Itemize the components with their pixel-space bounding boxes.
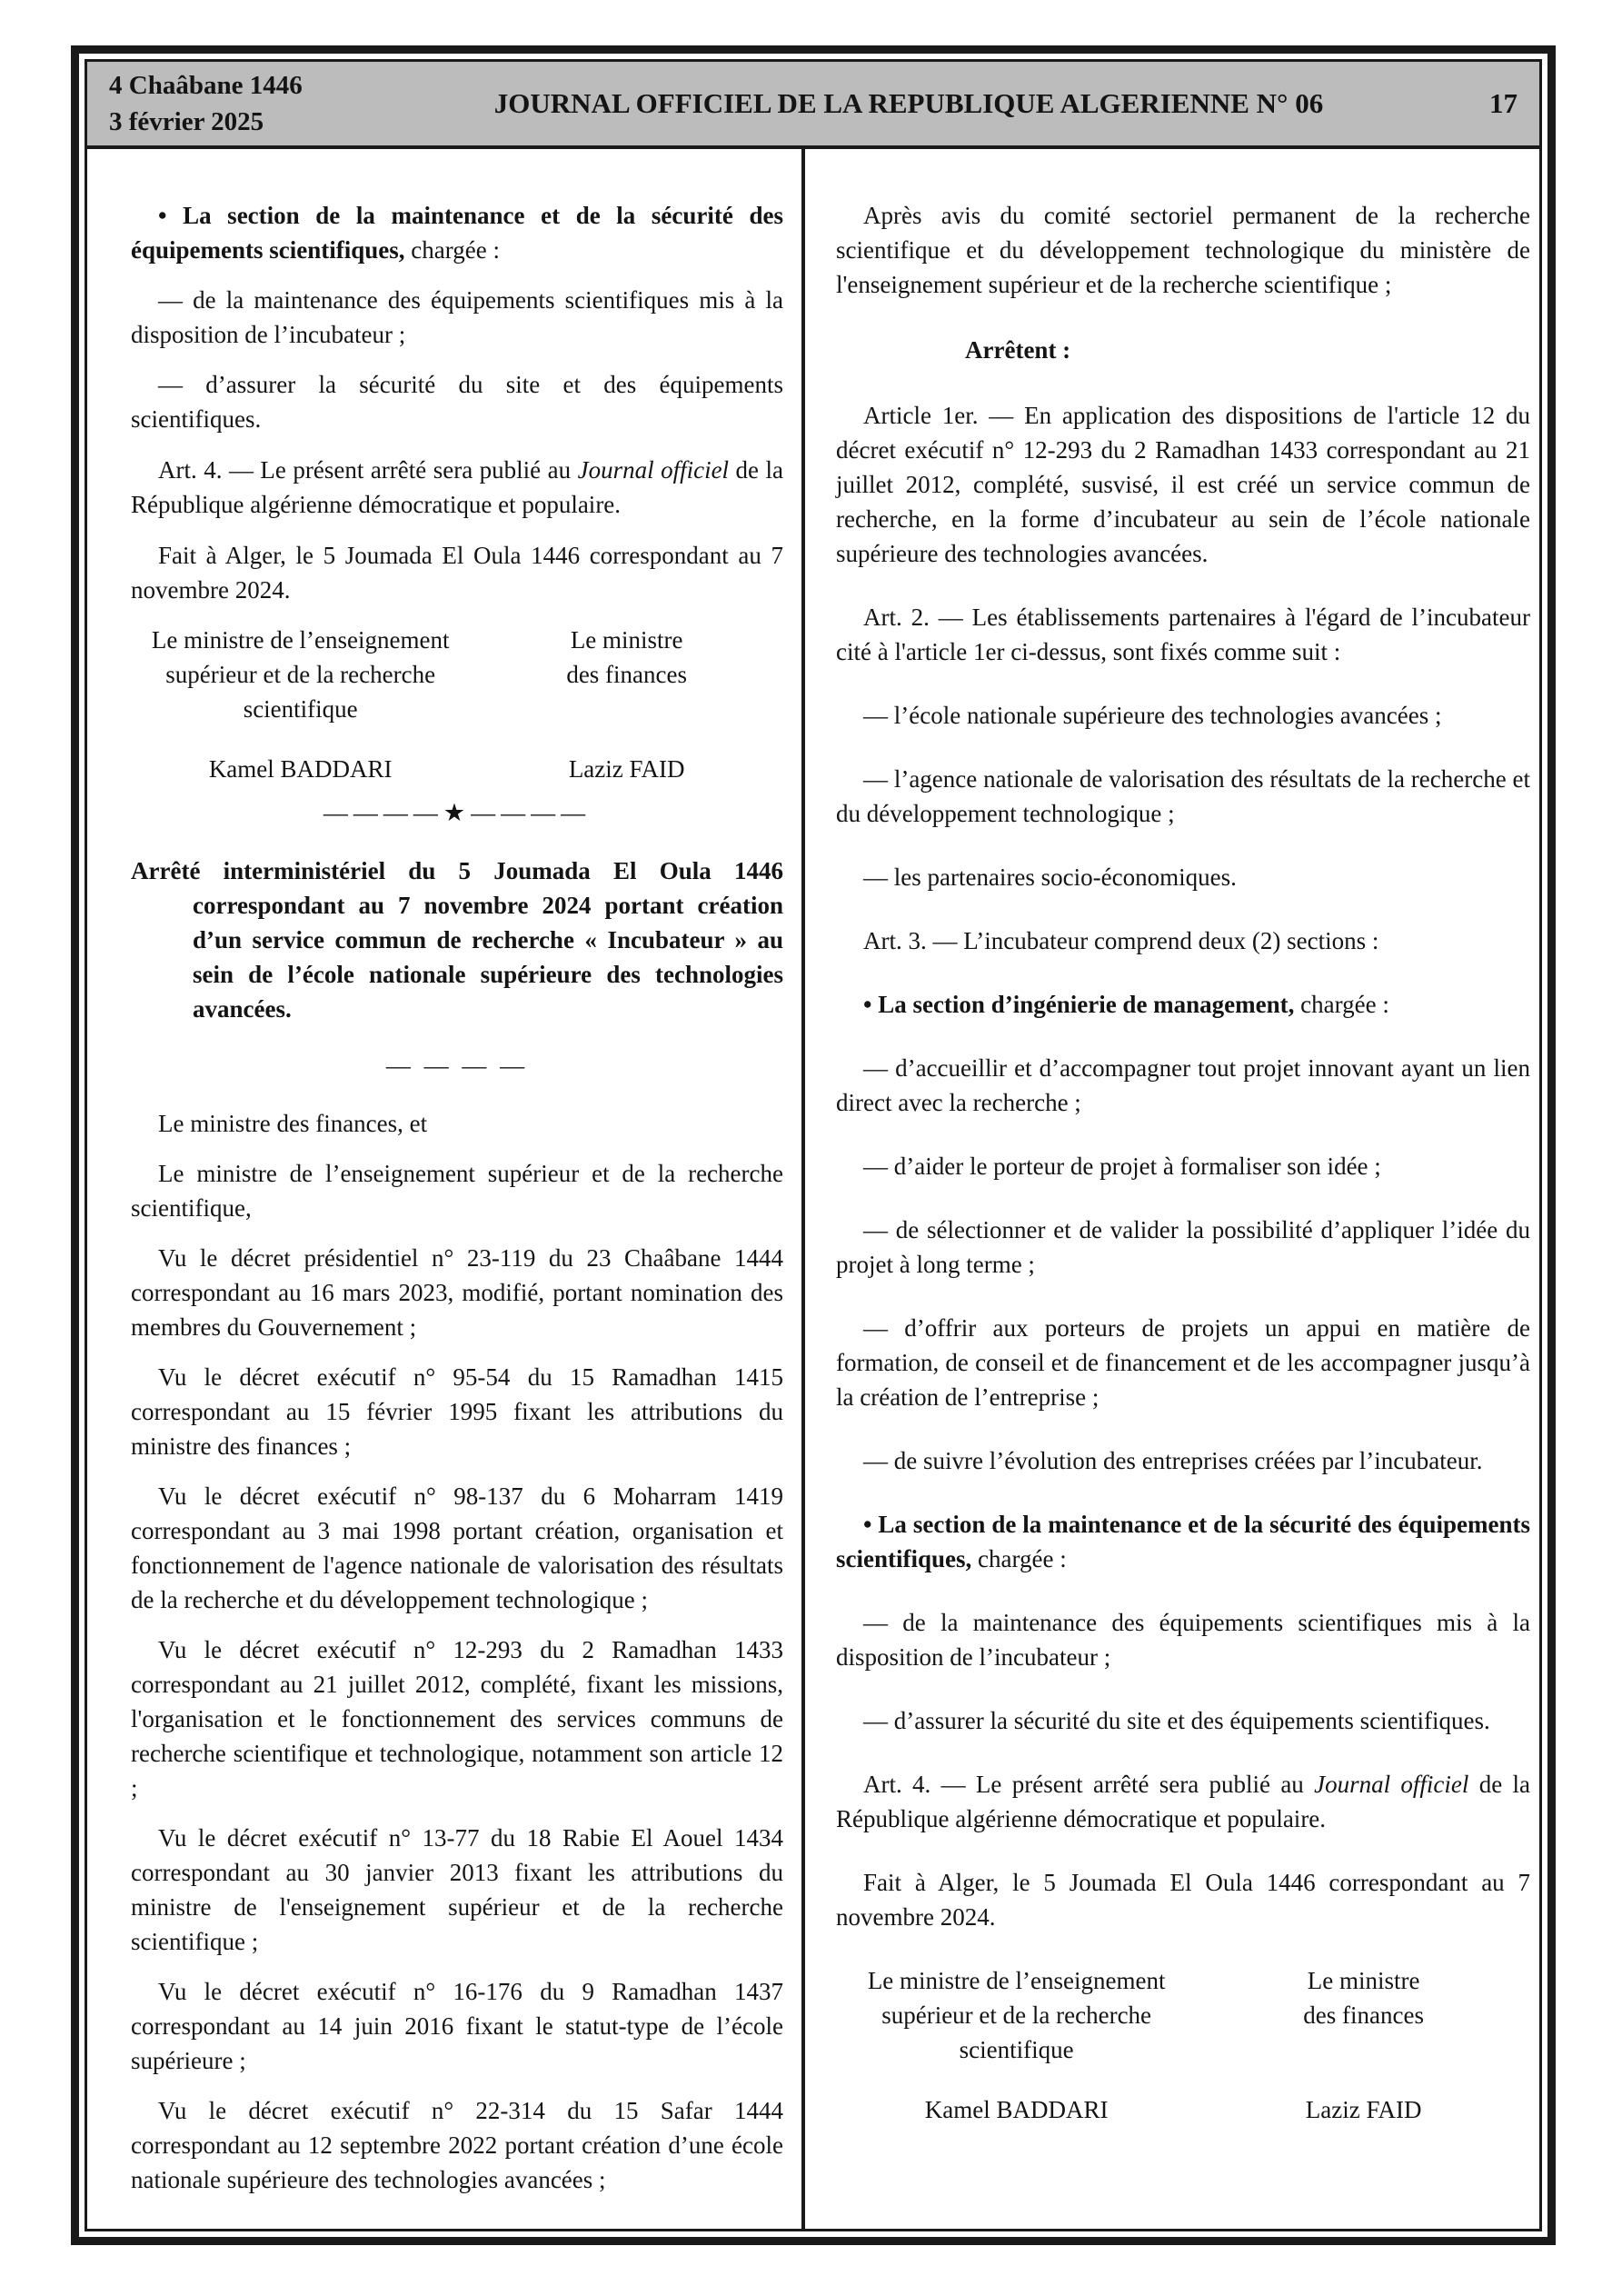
section-management-title: • La section d’ingénierie de management, bbox=[863, 991, 1295, 1018]
apres-avis-paragraph: Après avis du comité sectoriel permanent de la recherche scientifique et du développement technologique du ministère de l'enseignement supérieur et de la recherche scientifique ; bbox=[836, 202, 1530, 298]
signature-titles-row bbox=[131, 623, 783, 726]
signature-title-line: Le ministre bbox=[570, 626, 683, 654]
journal-title: JOURNAL OFFICIEL DE LA REPUBLIQUE ALGERIENNE N° 06 bbox=[493, 87, 1324, 119]
two-column-body bbox=[87, 149, 1539, 2229]
page-number: 17 bbox=[1489, 87, 1518, 119]
visa-paragraph: Vu le décret exécutif n° 98-137 du 6 Moharram 1419 correspondant au 3 mai 1998 portant création, organisation et fonctionnement de l'agence nationale de valorisation des résultats de la recherche et du développement technologique ; bbox=[131, 1482, 783, 1613]
signature-title-right bbox=[470, 623, 783, 726]
signature-title-line: des finances bbox=[566, 661, 688, 688]
page-inner-border bbox=[85, 59, 1542, 2231]
fait-a-alger: Fait à Alger, le 5 Joumada El Oula 1446 correspondant au 7 novembre 2024. bbox=[131, 542, 783, 604]
list-item: — de suivre l’évolution des entreprises créées par l’incubateur. bbox=[863, 1447, 1483, 1474]
article-3-paragraph: Art. 3. — L’incubateur comprend deux (2) sections : bbox=[863, 927, 1379, 954]
signature-title-left bbox=[131, 623, 470, 726]
arretent-heading: Arrêtent : bbox=[965, 336, 1071, 364]
article-4-text: Art. 4. — Le présent arrêté sera publié au bbox=[158, 456, 578, 484]
signature-title-line: des finances bbox=[1303, 2002, 1424, 2029]
signature-title-left bbox=[836, 1963, 1197, 2067]
star-divider: ————★———— bbox=[323, 799, 592, 826]
signature-title-line: Le ministre bbox=[1307, 1967, 1420, 1994]
visa-paragraph: Vu le décret exécutif n° 12-293 du 2 Ramadhan 1433 correspondant au 21 juillet 2012, complété, fixant les missions, l'organisation et le fonctionnement des services communs de recherche scientifique et technologique, notamment son article 12 ; bbox=[131, 1636, 783, 1802]
journal-officiel-italic: Journal officiel bbox=[1314, 1771, 1469, 1798]
article-4-text-end: de la République algérienne démocratique et populaire. bbox=[836, 1771, 1530, 1832]
list-item: — d’offrir aux porteurs de projets un appui en matière de formation, de conseil et de financement et de les accompagner jusqu’à la création de l’entreprise ; bbox=[836, 1314, 1530, 1411]
list-item: — de la maintenance des équipements scientifiques mis à la disposition de l’incubateur ; bbox=[836, 1609, 1530, 1671]
visa-paragraph: Vu le décret exécutif n° 16-176 du 9 Ramadhan 1437 correspondant au 14 juin 2016 fixant le statut-type de l’école supérieure ; bbox=[131, 1978, 783, 2074]
journal-officiel-italic: Journal officiel bbox=[577, 456, 730, 484]
section-maintenance-lead bbox=[131, 198, 783, 267]
list-item: — d’assurer la sécurité du site et des équipements scientifiques. bbox=[863, 1707, 1490, 1734]
preamble-line: Le ministre de l’enseignement supérieur et de la recherche scientifique, bbox=[131, 1160, 783, 1222]
signature-names-row bbox=[131, 752, 783, 786]
signature-title-line: Le ministre de l’enseignement bbox=[151, 626, 450, 654]
article-4-text: Art. 4. — Le présent arrêté sera publié au bbox=[863, 1771, 1315, 1798]
article-4-text-end: de la République algérienne démocratique et populaire. bbox=[131, 456, 783, 518]
section-management-lead bbox=[836, 987, 1530, 1022]
signature-title-line: scientifique bbox=[243, 695, 358, 723]
page-header bbox=[87, 62, 1539, 149]
signature-title-line: scientifique bbox=[959, 2036, 1074, 2063]
section-maintenance-lead-rest: chargée : bbox=[404, 236, 500, 264]
preamble-line: Le ministre des finances, et bbox=[158, 1110, 428, 1137]
visa-paragraph: Vu le décret exécutif n° 13-77 du 18 Rabie El Aouel 1434 correspondant au 30 janvier 2013 fixant les attributions du ministre de l'enseignement supérieur et de la recherche scientifique ; bbox=[131, 1824, 783, 1955]
decree-title: Arrêté interministériel du 5 Joumada El Oula 1446 correspondant au 7 novembre 2024 portant création d’un service commun de recherche « Incubateur » au sein de l’école nationale supérieure des technologies avancées. bbox=[131, 857, 783, 1023]
date-hijri: 4 Chaâbane 1446 bbox=[109, 71, 303, 100]
section-maintenance-lead bbox=[836, 1507, 1530, 1576]
signature-name-left: Kamel BADDARI bbox=[924, 2096, 1109, 2123]
header-dates bbox=[109, 67, 382, 140]
left-column bbox=[87, 149, 801, 2229]
visa-paragraph: Vu le décret exécutif n° 22-314 du 15 Safar 1444 correspondant au 12 septembre 2022 portant création d’une école nationale supérieure des technologies avancées ; bbox=[131, 2097, 783, 2193]
signature-title-line: Le ministre de l’enseignement bbox=[867, 1967, 1166, 1994]
date-gregorian: 3 février 2025 bbox=[109, 107, 264, 136]
signature-titles-row bbox=[836, 1963, 1530, 2067]
list-item: — d’accueillir et d’accompagner tout projet innovant ayant un lien direct avec la recherche ; bbox=[836, 1054, 1530, 1116]
section-management-lead-rest: chargée : bbox=[1294, 991, 1389, 1018]
section-maintenance-title: • La section de la maintenance et de la sécurité des équipements scientifiques, bbox=[131, 202, 783, 264]
signature-name-right: Laziz FAID bbox=[1305, 2096, 1422, 2123]
dash-divider: — — — — bbox=[385, 1052, 529, 1079]
page-frame bbox=[71, 45, 1556, 2245]
list-item: — les partenaires socio-économiques. bbox=[863, 863, 1237, 891]
article-2-paragraph: Art. 2. — Les établissements partenaires à l'égard de l’incubateur cité à l'article 1er ci-dessus, sont fixés comme suit : bbox=[836, 604, 1530, 665]
list-item: — d’assurer la sécurité du site et des équipements scientifiques. bbox=[131, 371, 783, 433]
article-4-paragraph bbox=[836, 1767, 1530, 1836]
visa-paragraph: Vu le décret exécutif n° 95-54 du 15 Ramadhan 1415 correspondant au 15 février 1995 fixant les attributions du ministre des finances ; bbox=[131, 1363, 783, 1460]
list-item: — l’école nationale supérieure des technologies avancées ; bbox=[863, 702, 1442, 729]
signature-name-right: Laziz FAID bbox=[568, 755, 685, 783]
signature-title-line: supérieur et de la recherche bbox=[881, 2002, 1152, 2029]
list-item: — de la maintenance des équipements scientifiques mis à la disposition de l’incubateur ; bbox=[131, 286, 783, 348]
fait-a-alger: Fait à Alger, le 5 Joumada El Oula 1446 correspondant au 7 novembre 2024. bbox=[836, 1869, 1530, 1931]
section-maintenance-lead-rest: chargée : bbox=[971, 1545, 1067, 1572]
section-maintenance-title: • La section de la maintenance et de la sécurité des équipements scientifiques, bbox=[836, 1511, 1530, 1572]
visa-paragraph: Vu le décret présidentiel n° 23-119 du 23 Chaâbane 1444 correspondant au 16 mars 2023, modifié, portant nomination des membres du Gouvernement ; bbox=[131, 1244, 783, 1341]
list-item: — l’agence nationale de valorisation des résultats de la recherche et du développement technologique ; bbox=[836, 765, 1530, 827]
signature-title-line: supérieur et de la recherche bbox=[165, 661, 436, 688]
article-4-paragraph bbox=[131, 453, 783, 522]
article-1-paragraph: Article 1er. — En application des dispositions de l'article 12 du décret exécutif n° 12-293 du 2 Ramadhan 1433 correspondant au 21 juillet 2012, complété, susvisé, il est créé un service commun de recherche, en la forme d’incubateur au sein de l’école nationale supérieure des technologies avancées. bbox=[836, 402, 1530, 567]
signature-title-right bbox=[1197, 1963, 1530, 2067]
list-item: — d’aider le porteur de projet à formaliser son idée ; bbox=[863, 1153, 1381, 1180]
list-item: — de sélectionner et de valider la possibilité d’appliquer l’idée du projet à long terme ; bbox=[836, 1216, 1530, 1278]
right-column bbox=[805, 149, 1539, 2229]
signature-names-row bbox=[836, 2092, 1530, 2127]
signature-name-left: Kamel BADDARI bbox=[208, 755, 393, 783]
